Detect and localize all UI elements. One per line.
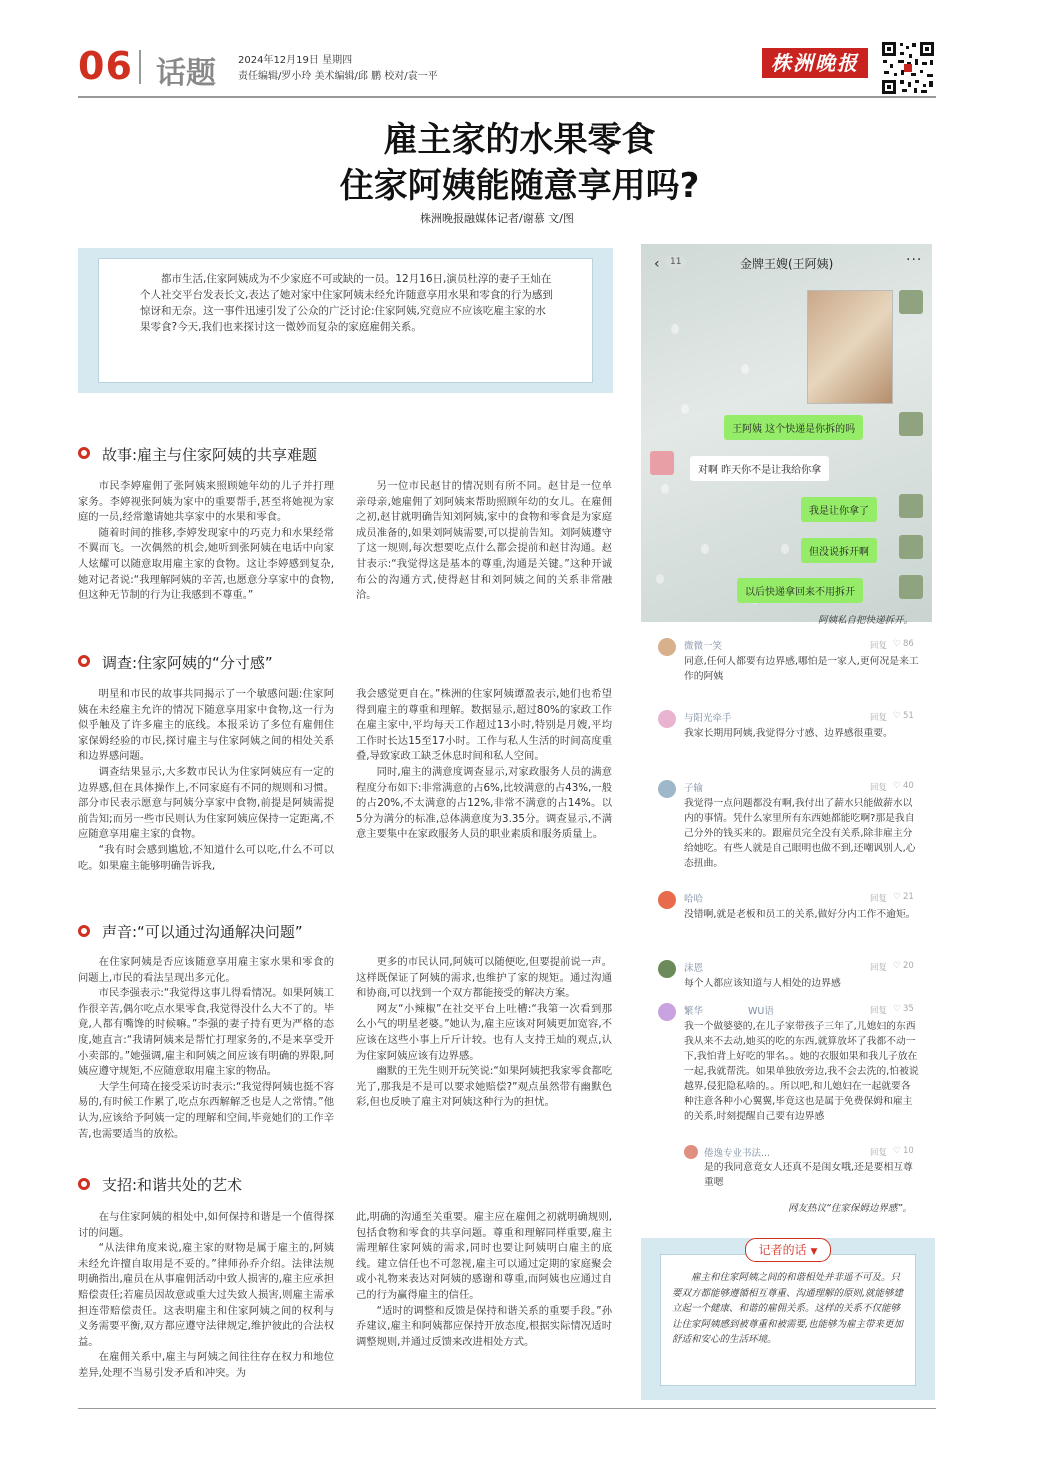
like-count: 40 [903,781,914,791]
qr-code-icon[interactable] [880,40,936,96]
like-icon[interactable]: ♡ [893,892,901,902]
like-count: 21 [903,892,914,902]
paragraph: 幽默的王先生则开玩笑说:“如果阿姨把我家零食都吃光了,那我是不是可以要求她赔偿?”观点虽然带有幽默色彩,但也反映了雇主对阿姨这种行为的担忧。 [356,1065,612,1109]
byline: 株洲晚报融媒体记者/谢慕 文/图 [420,212,574,225]
reply-link[interactable]: 回复 [870,1006,888,1016]
comment-text: 是的我同意竟女人还真不是闺女哦,还是要相互尊重嗯 [704,1162,913,1188]
unread-badge: 11 [665,256,686,268]
comments-caption: 网友热议“住家保姆边界感”。 [788,1203,912,1214]
chat-bubble-sent: 以后快递拿回来不用拆开 [737,578,863,603]
logo-text: 株洲晚报 [771,51,859,75]
commenter-name[interactable]: 倦逸专业书法... [704,1148,771,1159]
paragraph: 网友“小辣椒”在社交平台上吐槽:“我第一次看到那么小气的明星老婆。”她认为,雇主应该对阿姨更加宽容,不应该在这些小事上斤斤计较。也有人支持王灿的观点,认为住家阿姨应该有边界感。 [356,1002,612,1062]
reply-link[interactable]: 回复 [870,963,888,973]
commenter-avatar[interactable] [658,960,676,978]
section-name: 话题 [156,56,216,91]
like-count: 51 [903,711,914,721]
story-left-column [78,479,334,604]
like-count: 20 [903,961,914,971]
header-rule [78,96,936,98]
paragraph: “适时的调整和反馈是保持和谐关系的重要手段。”孙乔建议,雇主和阿姨都应保持开放态度,根据实际情况适时调整规则,并通过反馈来改进相处方式。 [356,1304,612,1348]
comment-text: 没错啊,就是老板和员工的关系,做好分内工作不逾矩。 [684,909,916,920]
story-right-column [356,479,612,604]
paragraph: “我有时会感到尴尬,不知道什么可以吃,什么不可以吃。如果雇主能够明确告诉我, [78,843,334,872]
headline-line-2: 住家阿姨能随意享用吗? [339,166,700,206]
comment-text: 同意,任何人都要有边界感,哪怕是一家人,更何况是来工作的阿姨 [684,656,919,682]
user-avatar[interactable] [899,494,923,518]
chat-bubble-received: 对啊 昨天你不是让我给你拿 [690,456,829,481]
reply-link[interactable]: 回复 [870,894,888,904]
user-avatar[interactable] [899,575,923,599]
intro-text: 都市生活,住家阿姨成为不少家庭不可或缺的一员。12月16日,演员杜淳的妻子王灿在个人社交平台发表长文,表达了她对家中住家阿姨未经允许随意享用水果和零食的行为感到惊讶和无奈。这一事件迅速引发了公众的广泛讨论:住家阿姨,究竟应不应该吃雇主家的水果零食?今天,我们也来探讨这一微妙而复杂的家庭雇佣关系。 [140,273,553,333]
comment-text: 我觉得一点问题都没有啊,我付出了薪水只能做薪水以内的事情。凭什么家里所有东西她都能吃啊?那是我自己分外的钱买来的。跟雇员完全没有关系,除非雇主分给她吃。有些人就是自己眼明也做不到,还嘲讽别人,心态扭曲。 [684,798,916,869]
headline-line-1: 雇主家的水果零食 [383,120,656,160]
commenter-name[interactable]: 繁华 [684,1006,704,1017]
paragraph: 在住家阿姨是否应该随意享用雇主家水果和零食的问题上,市民的看法呈现出多元化。 [78,956,334,984]
paragraph: 明星和市民的故事共同揭示了一个敏感问题:住家阿姨在未经雇主允许的情况下随意享用家中食物,这一行为似乎触及了许多雇主的底线。本报采访了多位有雇佣住家保姆经验的市民,探讨雇主与住家阿姨之间的相处关系和边界感问题。 [78,688,334,763]
commenter-avatar[interactable] [658,780,676,798]
like-count: 86 [903,639,914,649]
header-divider [139,50,141,84]
user-avatar[interactable] [899,412,923,436]
newspaper-logo [762,48,868,78]
paragraph: 此,明确的沟通至关重要。雇主应在雇佣之初就明确规则,包括食物和零食的共享问题。尊重和理解同样重要,雇主需理解住家阿姨的需求,同时也要让阿姨明白雇主的底线。建立信任也不可忽视,雇主可以通过定期的家庭聚会或小礼物来表达对阿姨的感谢和尊重,而阿姨也应通过自己的行为赢得雇主的信任。 [356,1211,612,1301]
paragraph: 在与住家阿姨的相处中,如何保持和谐是一个值得探讨的问题。 [78,1211,334,1239]
paragraph: “从法律角度来说,雇主家的财物是属于雇主的,阿姨未经允许擅自取用是不妥的。”律师孙乔介绍。法律法规明确指出,雇员在从事雇佣活动中致人损害的,雇主应承担赔偿责任;若雇员因故意或重大过失致人损害,则雇主需承担连带赔偿责任。这表明雇主和住家阿姨之间的权利与义务需要平衡,双方都应遵守法律规定,维护彼此的合法权益。 [78,1242,334,1348]
comment-text: 我家长期用阿姨,我觉得分寸感、边界感很重要。 [684,728,893,739]
user-avatar[interactable] [899,290,923,314]
section-marker-icon [78,1178,90,1190]
like-icon[interactable]: ♡ [893,1004,901,1014]
like-icon[interactable]: ♡ [893,961,901,971]
commenter-avatar[interactable] [658,710,676,728]
paragraph: 大学生何琦在接受采访时表示:“我觉得阿姨也挺不容易的,有时候工作累了,吃点东西解解乏也是人之常情。”他认为,应该给予阿姨一定的理解和空间,毕竟她们的工作辛苦,也需要适当的放松。 [78,1080,334,1140]
commenter-name[interactable]: 与阳光牵手 [684,713,732,724]
reply-link[interactable]: 回复 [870,713,888,723]
paragraph: 在雇佣关系中,雇主与阿姨之间往往存在权力和地位差异,处理不当易引发矛盾和冲突。为 [78,1351,334,1379]
comment-text: 我一个做婆婆的,在儿子家带孩子三年了,儿媳妇的东西我从来不去动,她买的吃的东西,就算放坏了我都不动一下,我怕背上好吃的罪名。。她的衣服如果和我儿子放在一起,我就帮洗。如果单独放旁边,我不会去洗的,怕被说越界,侵犯隐私啥的。。所以吧,和儿媳妇在一起就要各种注意各种小心翼翼,毕竟这也是属于免费保姆和雇主的关系,时刻提醒自己要有边界感 [684,1021,919,1122]
section-heading-voices: 声音:“可以通过沟通解决问题” [102,923,303,941]
voices-right-column [356,955,612,1111]
tips-left-column [78,1210,334,1382]
commenter-name[interactable]: 子输 [684,783,704,794]
section-marker-icon [78,655,90,667]
paragraph: 随着时间的推移,李婷发现家中的巧克力和水果经常不翼而飞。一次偶然的机会,她听到张阿姨在电话中向家人炫耀可以随意取用雇主家的食物。这让李婷感到复杂,她对记者说:“我理解阿姨的辛苦,也愿意分享家中的食物,但这种无节制的行为让我感到不尊重。” [78,526,334,602]
commenter-avatar[interactable] [658,1003,676,1021]
section-marker-icon [78,447,90,459]
section-heading-story: 故事:雇主与住家阿姨的共享难题 [102,446,318,464]
like-icon[interactable]: ♡ [893,711,901,721]
back-arrow-icon[interactable]: ‹ [654,256,660,272]
reporter-note-text: 雇主和住家阿姨之间的和谐相处并非遥不可及。只要双方都能够遵循相互尊重、沟通理解的原则,就能够建立起一个健康、和谐的雇佣关系。这样的关系不仅能够让住家阿姨感到被尊重和被需要,也能够为雇主带来更加舒适和安心的生活环境。 [672,1272,904,1345]
commenter-avatar[interactable] [658,638,676,656]
reply-link[interactable]: 回复 [870,1148,888,1158]
paragraph: 同时,雇主的满意度调查显示,对家政服务人员的满意程度分布如下:非常满意的占6%,比较满意的占43%,一般的占20%,不太满意的占12%,非常不满意的占14%。以5分为满分的标准,总体满意度为3.35分。调查显示,不满意主要集中在家政服务人员的职业素质和服务质量上。 [356,765,612,841]
editor-credits: 责任编辑/罗小玲 美术编辑/邱 鹏 校对/袁一平 [238,71,438,82]
like-count: 35 [903,1004,914,1014]
reply-link[interactable]: 回复 [870,783,888,793]
like-count: 10 [903,1146,914,1156]
more-icon[interactable]: ··· [906,252,923,268]
section-marker-icon [78,925,90,937]
chat-bubble-sent: 我是让你拿了 [801,497,877,522]
paragraph: 调查结果显示,大多数市民认为住家阿姨应有一定的边界感,但在具体操作上,不同家庭有不同的规则和习惯。部分市民表示愿意与阿姨分享家中食物,前提是阿姨需提前告知;而另一些市民则认为住家阿姨应保持一定距离,不应随意享用雇主家的食物。 [78,765,334,841]
commenter-avatar[interactable] [684,1145,698,1159]
package-photo[interactable] [807,290,893,404]
chat-contact-title: 金牌王嫂(王阿姨) [740,257,834,271]
issue-date: 2024年12月19日 星期四 [238,55,353,66]
chevron-down-icon: ▼ [810,1247,818,1257]
chat-bubble-sent: 但没说拆开啊 [801,538,877,563]
like-icon[interactable]: ♡ [893,1146,901,1156]
commenter-name[interactable]: 沫恩 [684,963,704,974]
paragraph: 市民李强表示:“我觉得这事儿得看情况。如果阿姨工作很辛苦,偶尔吃点水果零食,我觉得没什么大不了的。毕竟,人都有嘴馋的时候嘛。”李强的妻子持有更为严格的态度,她直言:“我请阿姨来是帮忙打理家务的,不是来享受开小卖部的。”她强调,雇主和阿姨之间应该有明确的界限,阿姨应遵守规矩,不应随意取用雇主家的物品。 [78,987,334,1078]
like-icon[interactable]: ♡ [893,639,901,649]
reporter-note-tag [745,1238,831,1262]
user-avatar[interactable] [899,535,923,559]
like-icon[interactable]: ♡ [893,781,901,791]
commenter-tag: WU语 [748,1006,774,1017]
reply-link[interactable]: 回复 [870,641,888,651]
section-heading-tips: 支招:和谐共处的艺术 [102,1176,243,1194]
commenter-avatar[interactable] [658,891,676,909]
paragraph: 另一位市民赵甘的情况则有所不同。赵甘是一位单亲母亲,她雇佣了刘阿姨来帮助照顾年幼的女儿。在雇佣之初,赵甘就明确告知刘阿姨,家中的食物和零食是为家庭成员准备的,如果刘阿姨需要,可以提前告知。刘阿姨遵守了这一规则,每次想要吃点什么都会提前和赵甘沟通。赵甘表示:“我觉得这是基本的尊重,沟通是关键。”这种开诚布公的沟通方式,使得赵甘和刘阿姨之间的关系非常融洽。 [356,480,612,602]
survey-right-column [356,687,612,843]
comment-text: 每个人都应该知道与人相处的边界感 [684,978,841,989]
contact-avatar[interactable] [650,451,674,475]
paragraph: 市民李婷雇佣了张阿姨来照顾她年幼的儿子并打理家务。李婷视张阿姨为家中的重要帮手,甚至将她视为家庭的一员,经常邀请她共享家中的水果和零食。 [78,480,334,524]
page-number: 06 [78,44,133,88]
voices-left-column [78,955,334,1142]
commenter-name[interactable]: 微微一笑 [684,641,723,652]
paragraph: 我会感觉更自在。”株洲的住家阿姨谭盈表示,她们也希望得到雇主的尊重和理解。数据显示,超过80%的家政工作在雇主家中,平均每天工作超过13小时,特别是月嫂,平均工作时长达15至17小时。工作与私人生活的时间高度重叠,导致家政工缺乏休息时间和私人空间。 [356,688,612,763]
paragraph: 更多的市民认同,阿姨可以随便吃,但要提前说一声。这样既保证了阿姨的需求,也维护了家的规矩。通过沟通和协商,可以找到一个双方都能接受的解决方案。 [356,956,612,1000]
chat-bubble-sent: 王阿姨 这个快递是你拆的吗 [724,415,863,440]
tips-right-column [356,1210,612,1350]
chat-caption: 阿姨私自把快递拆开。 [818,615,914,626]
commenter-name[interactable]: 哈哈 [684,894,704,905]
reporter-note-tag-label: 记者的话 [758,1243,807,1257]
footer-rule [78,1408,936,1409]
section-heading-survey: 调查:住家阿姨的“分寸感” [102,654,273,672]
survey-left-column [78,687,334,874]
